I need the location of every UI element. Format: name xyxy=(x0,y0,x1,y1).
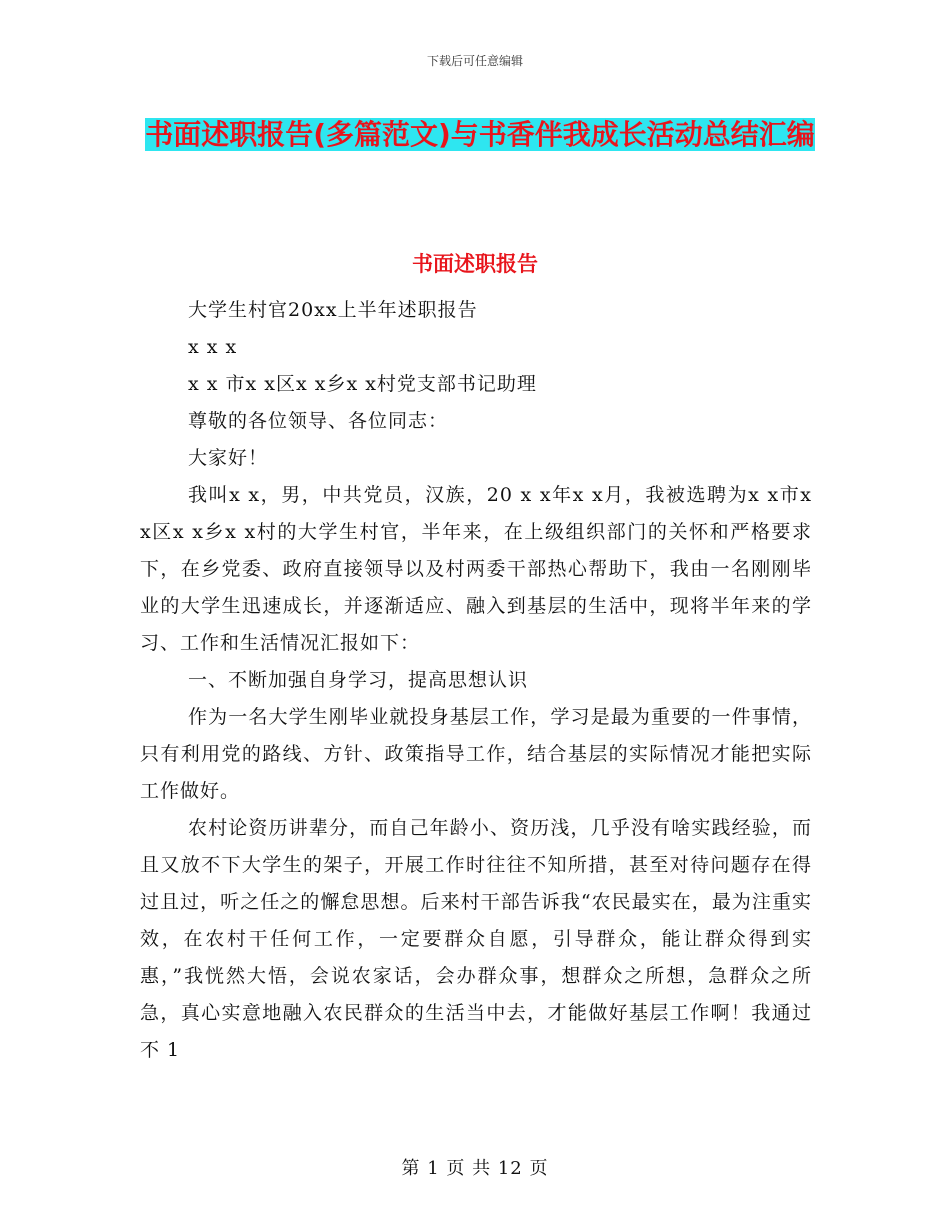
document-title-text: 书面述职报告(多篇范文)与书香伴我成长活动总结汇编 xyxy=(145,118,815,151)
page-footer: 第 1 页 共 12 页 xyxy=(401,1158,549,1179)
header-note: 下载后可任意编辑 xyxy=(426,54,523,68)
paragraph: 一、不断加强自身学习，提高思想认识 xyxy=(188,669,529,691)
paragraph: 我叫x x，男，中共党员，汉族，20 x x年x x月，我被选聘为x x市x x区x x乡x x村的大学生村官，半年来，在上级组织部门的关怀和严格要求下，在乡党委、政府直接领导以及村两委干部热心帮助下，我由一名刚刚毕业的大学生迅速成长，并逐渐适应、融入到基层的生活中，现将半年来的学习、工作和生活情况汇报如下： xyxy=(140,484,812,654)
paragraph: 大学生村官20xx上半年述职报告 xyxy=(188,299,478,321)
document-title xyxy=(140,110,820,160)
paragraph: 尊敬的各位领导、各位同志： xyxy=(188,410,449,432)
paragraph: 农村论资历讲辈分，而自己年龄小、资历浅，几乎没有啥实践经验，而且又放不下大学生的架子，开展工作时往往不知所措，甚至对待问题存在得过且过，听之任之的懈怠思想。后来村干部告诉我“农民最实在，最为注重实效，在农村干任何工作，一定要群众自愿，引导群众，能让群众得到实惠，”我恍然大悟，会说农家话，会办群众事，想群众之所想，急群众之所急，真心实意地融入农民群众的生活当中去，才能做好基层工作啊！我通过不 1 xyxy=(140,817,812,1061)
paragraph: 大家好！ xyxy=(188,447,269,469)
paragraph: x x 市x x区x x乡x x村党支部书记助理 xyxy=(188,373,537,395)
document-body xyxy=(140,292,812,1069)
section-title: 书面述职报告 xyxy=(412,252,538,276)
paragraph: x x x xyxy=(188,336,238,358)
paragraph: 作为一名大学生刚毕业就投身基层工作，学习是最为重要的一件事情，只有利用党的路线、方针、政策指导工作，结合基层的实际情况才能把实际工作做好。 xyxy=(140,706,812,802)
